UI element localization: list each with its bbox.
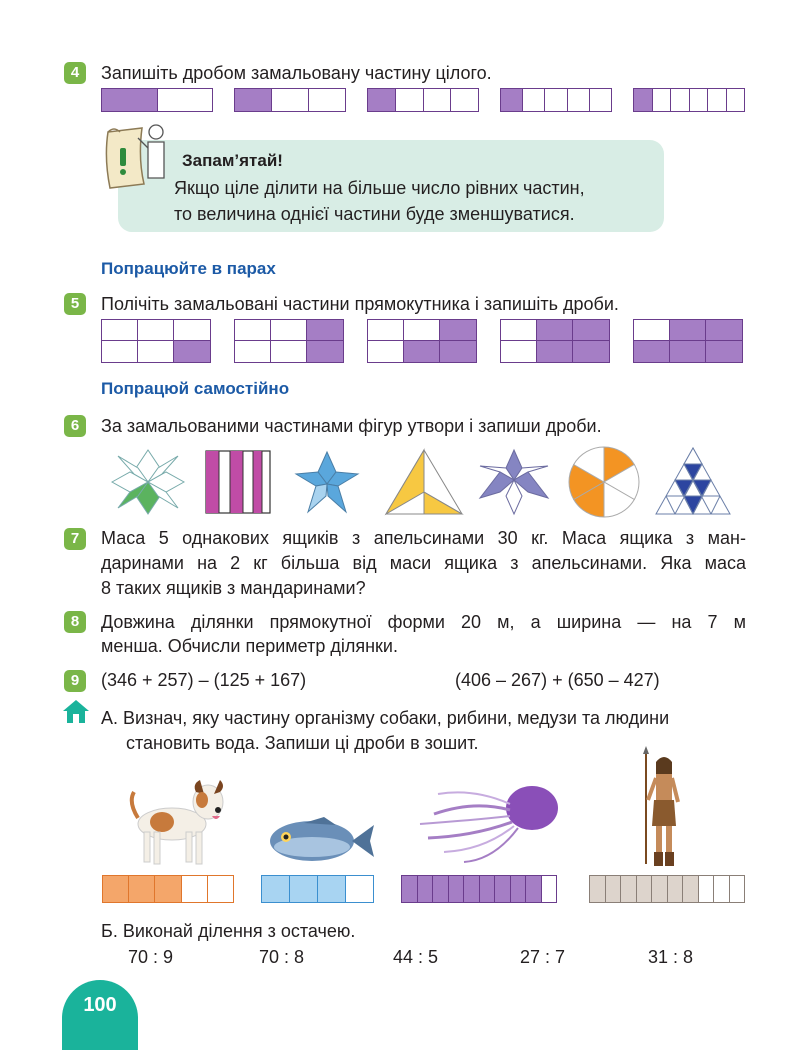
home-part-a-line-2: становить вода. Запиши ці дроби в зошит. [126, 733, 479, 753]
task-number-badge: 4 [64, 62, 86, 84]
triangle-grid-figure [654, 446, 732, 516]
water-fraction-strip [261, 875, 374, 903]
remember-title: Запам’ятай! [182, 151, 283, 170]
grid-cell [174, 320, 210, 341]
grid-cell [368, 341, 404, 362]
water-fraction-strip [589, 875, 745, 903]
strip-cell [708, 89, 727, 111]
grid-cell [670, 341, 706, 362]
strip-cell [590, 876, 606, 902]
remember-line-2: то величина однієї частини буде зменшуватися. [174, 204, 575, 224]
home-part-a-line-1: А. Визнач, яку частину організму собаки, рибини, медузи та людини [101, 708, 670, 728]
strip-cell [155, 876, 181, 902]
strip-cell [637, 876, 653, 902]
strip-cell [511, 876, 527, 902]
grid-cell [634, 320, 670, 341]
task8-line-1: Довжина ділянки прямокутної форми 20 м, а ширина — на 7 м [101, 612, 746, 632]
strip-cell [272, 89, 309, 111]
strip-cell [290, 876, 318, 902]
fraction-grid [101, 319, 211, 363]
grid-cell [138, 320, 174, 341]
water-fraction-strip [401, 875, 557, 903]
grid-cell [501, 341, 537, 362]
human-image [640, 746, 690, 870]
strip-cell [158, 89, 213, 111]
strip-cell [714, 876, 730, 902]
division-expression: 70 : 8 [259, 947, 305, 967]
grid-cell [404, 320, 440, 341]
division-expression: 27 : 7 [520, 947, 566, 967]
grid-cell [271, 320, 307, 341]
grid-cell [102, 341, 138, 362]
strip-cell [318, 876, 346, 902]
house-icon [62, 698, 90, 724]
grid-cell [174, 341, 210, 362]
section-heading-alone: Попрацюй самостійно [101, 379, 290, 398]
grid-cell [138, 341, 174, 362]
strip-cell [621, 876, 637, 902]
strip-cell [495, 876, 511, 902]
grid-cell [235, 320, 271, 341]
strip-cell [542, 876, 557, 902]
strip-cell [653, 89, 672, 111]
strip-cell [668, 876, 684, 902]
fraction-strip [367, 88, 479, 112]
strip-cell [501, 89, 523, 111]
division-expression: 31 : 8 [648, 947, 694, 967]
strip-cell [464, 876, 480, 902]
task-number-badge: 9 [64, 670, 86, 692]
fraction-strip [234, 88, 346, 112]
fraction-grid [500, 319, 610, 363]
grid-cell [368, 320, 404, 341]
star-figure-2 [292, 448, 362, 516]
strip-cell [699, 876, 715, 902]
strip-cell [309, 89, 345, 111]
task-number-badge: 7 [64, 528, 86, 550]
strip-cell [368, 89, 396, 111]
star-figure-1 [108, 446, 188, 518]
grid-cell [537, 341, 573, 362]
remember-line-1: Якщо ціле ділити на більше число рівних частин, [174, 178, 585, 198]
grid-cell [271, 341, 307, 362]
home-part-b-text: Б. Виконай ділення з остачею. [101, 921, 356, 941]
strip-cell [449, 876, 465, 902]
grid-cell [235, 341, 271, 362]
strip-cell [424, 89, 452, 111]
strip-cell [103, 876, 129, 902]
strip-cell [208, 876, 233, 902]
fish-image [264, 815, 376, 867]
fraction-strip [633, 88, 745, 112]
task-number-badge: 5 [64, 293, 86, 315]
page-number: 100 [62, 980, 138, 1050]
task9-expression-1: (346 + 257) – (125 + 167) [101, 670, 307, 690]
grid-cell [404, 341, 440, 362]
grid-cell [440, 341, 476, 362]
grid-cell [573, 320, 609, 341]
grid-cell [706, 341, 742, 362]
strip-cell [727, 89, 745, 111]
task-number-badge: 6 [64, 415, 86, 437]
water-fraction-strip [102, 875, 234, 903]
grid-cell [573, 341, 609, 362]
star-figure-3 [476, 446, 552, 518]
grid-cell [102, 320, 138, 341]
fraction-grid [633, 319, 743, 363]
strip-cell [545, 89, 567, 111]
strip-cell [235, 89, 272, 111]
strip-cell [451, 89, 478, 111]
strip-cell [730, 876, 745, 902]
strip-cell [523, 89, 545, 111]
strip-cell [433, 876, 449, 902]
grid-cell [501, 320, 537, 341]
strip-cell [129, 876, 155, 902]
strip-cell [671, 89, 690, 111]
strip-cell [402, 876, 418, 902]
division-expression: 70 : 9 [128, 947, 174, 967]
task6-text: За замальованими частинами фігур утвори і запиши дроби. [101, 416, 602, 436]
strip-cell [102, 89, 158, 111]
strip-cell [690, 89, 709, 111]
fraction-grid [234, 319, 344, 363]
jellyfish-image [414, 780, 560, 866]
grid-cell [307, 320, 343, 341]
fraction-strip [101, 88, 213, 112]
strip-cell [606, 876, 622, 902]
task7-line-1: Маса 5 однакових ящиків з апельсинами 30 кг. Маса ящика з ман- [101, 528, 746, 548]
grid-cell [706, 320, 742, 341]
task8-line-2: менша. Обчисли периметр ділянки. [101, 636, 398, 656]
fraction-grid [367, 319, 477, 363]
strip-cell [182, 876, 208, 902]
strip-cell [396, 89, 424, 111]
strip-cell [683, 876, 699, 902]
dog-image [122, 772, 234, 870]
strip-cell [634, 89, 653, 111]
triangle-figure [384, 448, 464, 516]
grid-cell [307, 341, 343, 362]
strip-cell [346, 876, 373, 902]
grid-cell [440, 320, 476, 341]
fraction-strip [500, 88, 612, 112]
scroll-note-icon [98, 118, 174, 194]
strip-cell [418, 876, 434, 902]
grid-cell [634, 341, 670, 362]
task-number-badge: 8 [64, 611, 86, 633]
strip-cell [568, 89, 590, 111]
strip-cell [652, 876, 668, 902]
strip-cell [480, 876, 496, 902]
section-heading-pairs: Попрацюйте в парах [101, 259, 276, 278]
strip-cell [262, 876, 290, 902]
circle-sectors-figure [566, 444, 642, 520]
grid-cell [537, 320, 573, 341]
division-expression: 44 : 5 [393, 947, 439, 967]
task9-expression-2: (406 – 267) + (650 – 427) [455, 670, 660, 690]
strip-cell [590, 89, 611, 111]
striped-rectangle-figure [205, 450, 271, 514]
task5-text: Полічіть замальовані частини прямокутника і запишіть дроби. [101, 294, 619, 314]
task7-line-2: даринами на 2 кг більша від маси ящика з апельсинами. Яка маса [101, 553, 746, 573]
grid-cell [670, 320, 706, 341]
strip-cell [526, 876, 542, 902]
task7-line-3: 8 таких ящиків з мандаринами? [101, 578, 366, 598]
task4-text: Запишіть дробом замальовану частину цілого. [101, 63, 492, 83]
